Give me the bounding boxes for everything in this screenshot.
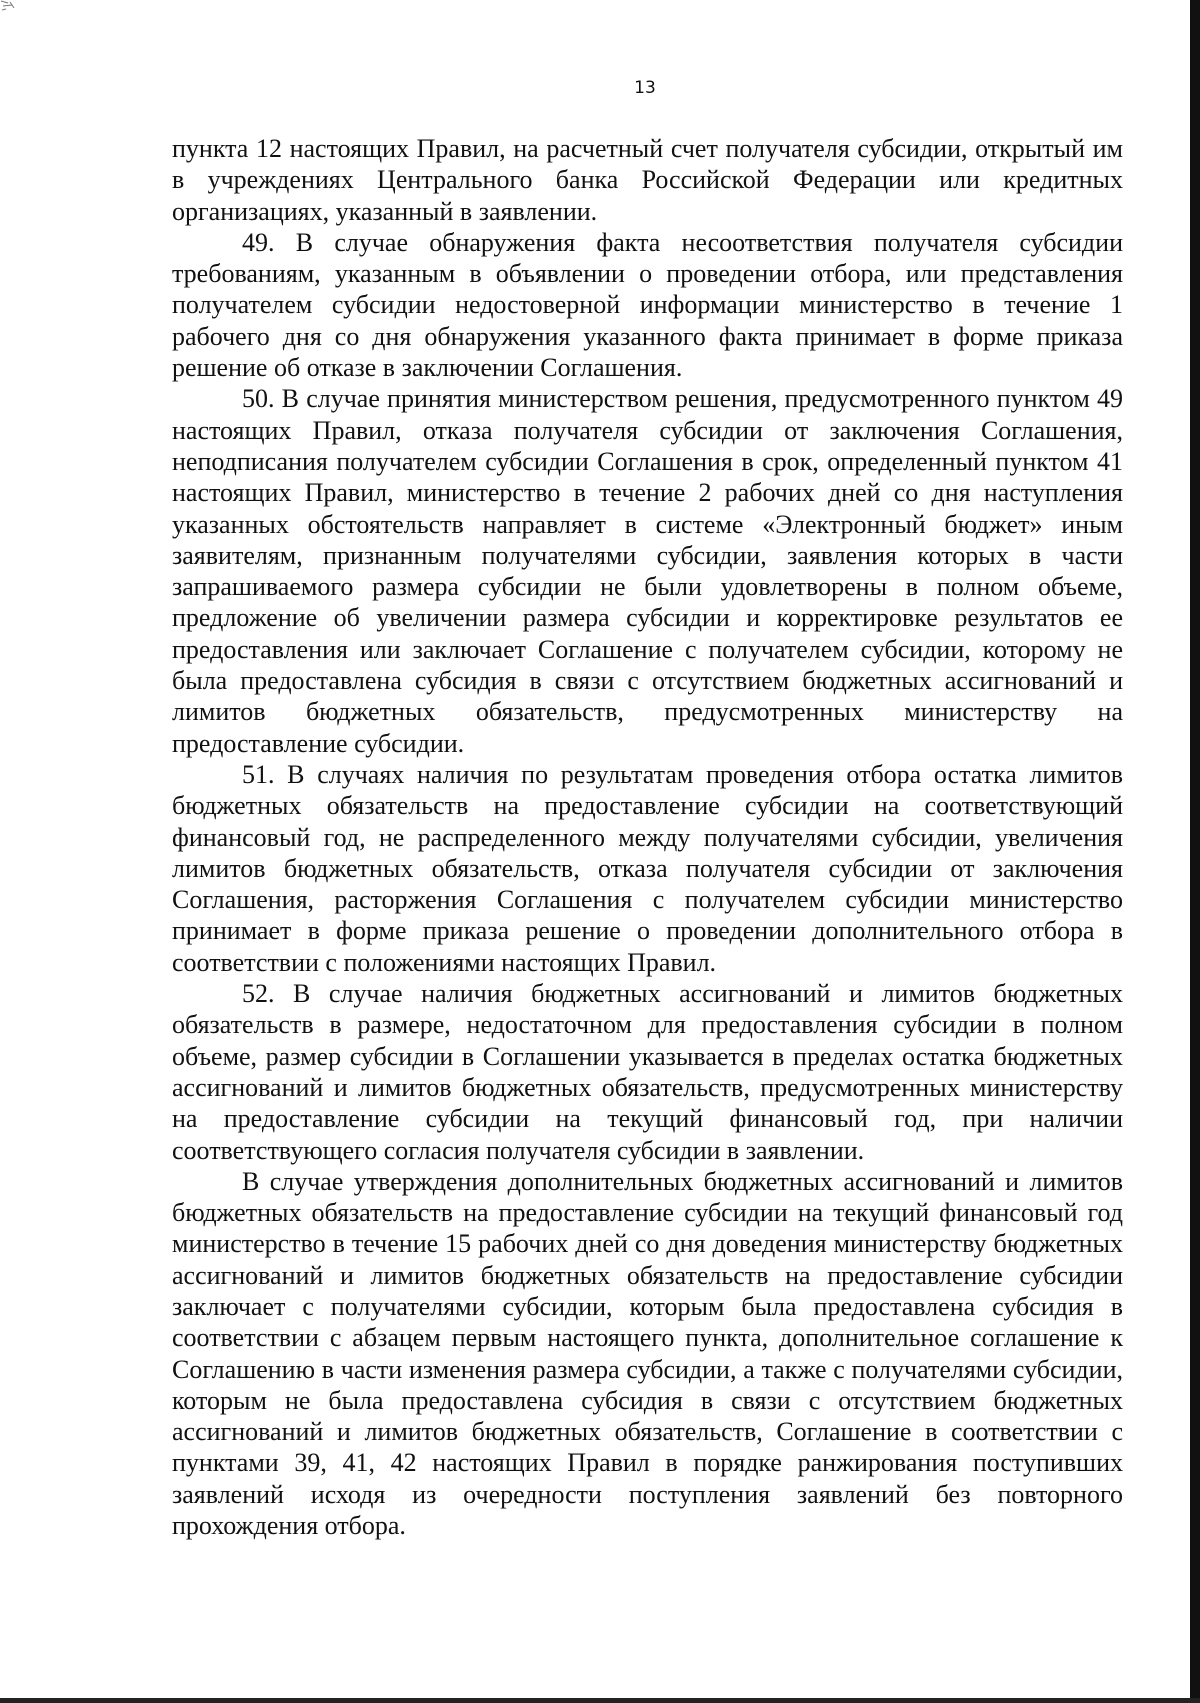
paragraph-52-second: В случае утверждения дополнительных бюджетных ассигнований и лимитов бюджетных обязательств на предоставление субсидии на текущий финансовый год министерство в течение 15 рабочих дней со дня доведения министерству бюджетных ассигнований и лимитов бюджетных обязательств на предоставление субсидии заключает с получателями субсидии, которым была предоставлена субсидия в соответствии с абзацем первым настоящего пункта, дополнительное соглашение к Соглашению в части изменения размера субсидии, а также с получателями субсидии, которым не была предоставлена субсидия в связи с отсутствием бюджетных ассигнований и лимитов бюджетных обязательств, Соглашение в соответствии с пунктами 39, 41, 42 настоящих Правил в порядке ранжирования поступивших заявлений исходя из очередности поступления заявлений без повторного прохождения отбора. (172, 1166, 1123, 1541)
paragraph-51: 51. В случаях наличия по результатам проведения отбора остатка лимитов бюджетных обязательств на предоставление субсидии на соответствующий финансовый год, не распределенного между получателями субсидии, увеличения лимитов бюджетных обязательств, отказа получателя субсидии от заключения Соглашения, расторжения Соглашения с получателем субсидии министерство принимает в форме приказа решение о проведении дополнительного отбора в соответствии с положениями настоящих Правил. (172, 759, 1123, 977)
body-text (172, 133, 1123, 1541)
scan-artifact (0, 0, 30, 30)
scan-edge-right (1190, 0, 1200, 1703)
paragraph-continuation: пункта 12 настоящих Правил, на расчетный счет получателя субсидии, открытый им в учреждениях Центрального банка Российской Федерации или кредитных организациях, указанный в заявлении. (172, 134, 1123, 226)
scan-edge-bottom (0, 1698, 1200, 1703)
page-number: 13 (634, 78, 656, 98)
paragraph-50: 50. В случае принятия министерством решения, предусмотренного пунктом 49 настоящих Правил, отказа получателя субсидии от заключения Соглашения, неподписания получателем субсидии Соглашения в срок, определенный пунктом 41 настоящих Правил, министерство в течение 2 рабочих дней со дня наступления указанных обстоятельств направляет в системе «Электронный бюджет» иным заявителям, признанным получателями субсидии, заявления которых в части запрашиваемого размера субсидии не были удовлетворены в полном объеме, предложение об увеличении размера субсидии и корректировке результатов ее предоставления или заключает Соглашение с получателем субсидии, которому не была предоставлена субсидия в связи с отсутствием бюджетных ассигнований и лимитов бюджетных обязательств, предусмотренных министерству на предоставление субсидии. (172, 384, 1123, 758)
paragraph-49: 49. В случае обнаружения факта несоответствия получателя субсидии требованиям, указанным в объявлении о проведении отбора, или представления получателем субсидии недостоверной информации министерство в течение 1 рабочего дня со дня обнаружения указанного факта принимает в форме приказа решение об отказе в заключении Соглашения. (172, 227, 1123, 383)
paragraph-52: 52. В случае наличия бюджетных ассигнований и лимитов бюджетных обязательств в размере, недостаточном для предоставления субсидии в полном объеме, размер субсидии в Соглашении указывается в пределах остатка бюджетных ассигнований и лимитов бюджетных обязательств, предусмотренных министерству на предоставление субсидии на текущий финансовый год, при наличии соответствующего согласия получателя субсидии в заявлении. (172, 979, 1123, 1165)
